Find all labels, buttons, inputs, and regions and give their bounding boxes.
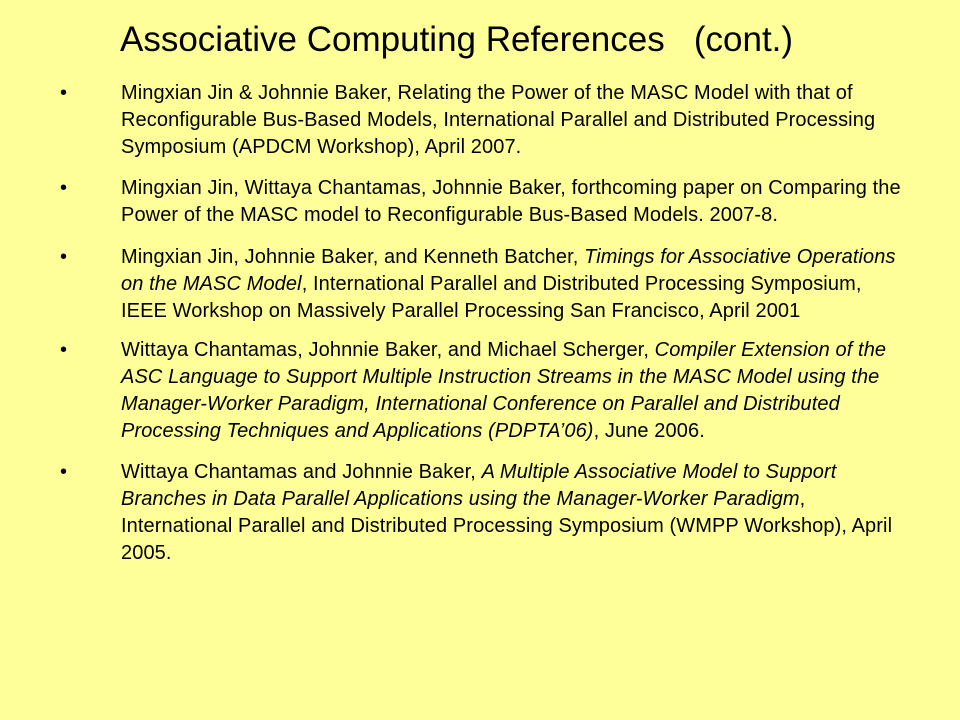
- reference-item: [0, 175, 960, 229]
- reference-text-plain: Wittaya Chantamas, Johnnie Baker, and Michael Scherger,: [121, 339, 655, 361]
- reference-item: [0, 80, 960, 161]
- reference-text-plain: Mingxian Jin, Johnnie Baker, and Kenneth Batcher,: [121, 246, 585, 268]
- reference-text: [121, 459, 911, 567]
- reference-text-plain: Wittaya Chantamas and Johnnie Baker,: [121, 461, 482, 483]
- reference-text: [121, 175, 911, 229]
- bullet-icon: •: [60, 246, 68, 268]
- reference-text-italic: Timings for Associative Operations on the MASC Model: [121, 246, 896, 295]
- slide-title: Associative Computing References (cont.): [120, 20, 794, 59]
- bullet-icon: •: [60, 339, 68, 361]
- reference-text-plain: Mingxian Jin, Wittaya Chantamas, Johnnie Baker, forthcoming paper on Comparing the Power of the MASC model to Reconfigurable Bus-Based Models. 2007-8.: [121, 177, 901, 226]
- reference-item: [0, 244, 960, 325]
- reference-list: [0, 80, 960, 581]
- reference-text-italic: Compiler Extension of the ASC Language to Support Multiple Instruction Streams in the MASC Model using the Manager-Worker Paradigm, International Conference on Parallel and Distributed Processing Techniques and Applications (PDPTA’06): [121, 339, 887, 442]
- reference-text: [121, 337, 911, 445]
- reference-text-plain: Mingxian Jin & Johnnie Baker, Relating the Power of the MASC Model with that of Reconfigurable Bus-Based Models, International Parallel and Distributed Processing Symposium (APDCM Workshop), April 2007.: [121, 82, 876, 158]
- bullet-icon: •: [60, 177, 68, 199]
- reference-text-plain: , International Parallel and Distributed Processing Symposium (WMPP Workshop), April 2005.: [121, 488, 893, 564]
- reference-text-italic: A Multiple Associative Model to Support Branches in Data Parallel Applications using the Manager-Worker Paradigm: [121, 461, 837, 510]
- reference-text-plain: , June 2006.: [593, 420, 705, 442]
- bullet-icon: •: [60, 461, 68, 483]
- reference-text: [121, 244, 911, 325]
- reference-item: [0, 337, 960, 445]
- reference-item: [0, 459, 960, 567]
- reference-text-plain: , International Parallel and Distributed Processing Symposium, IEEE Workshop on Massively Parallel Processing San Francisco, April 2001: [121, 273, 862, 322]
- reference-text: [121, 80, 911, 161]
- bullet-icon: •: [60, 82, 68, 104]
